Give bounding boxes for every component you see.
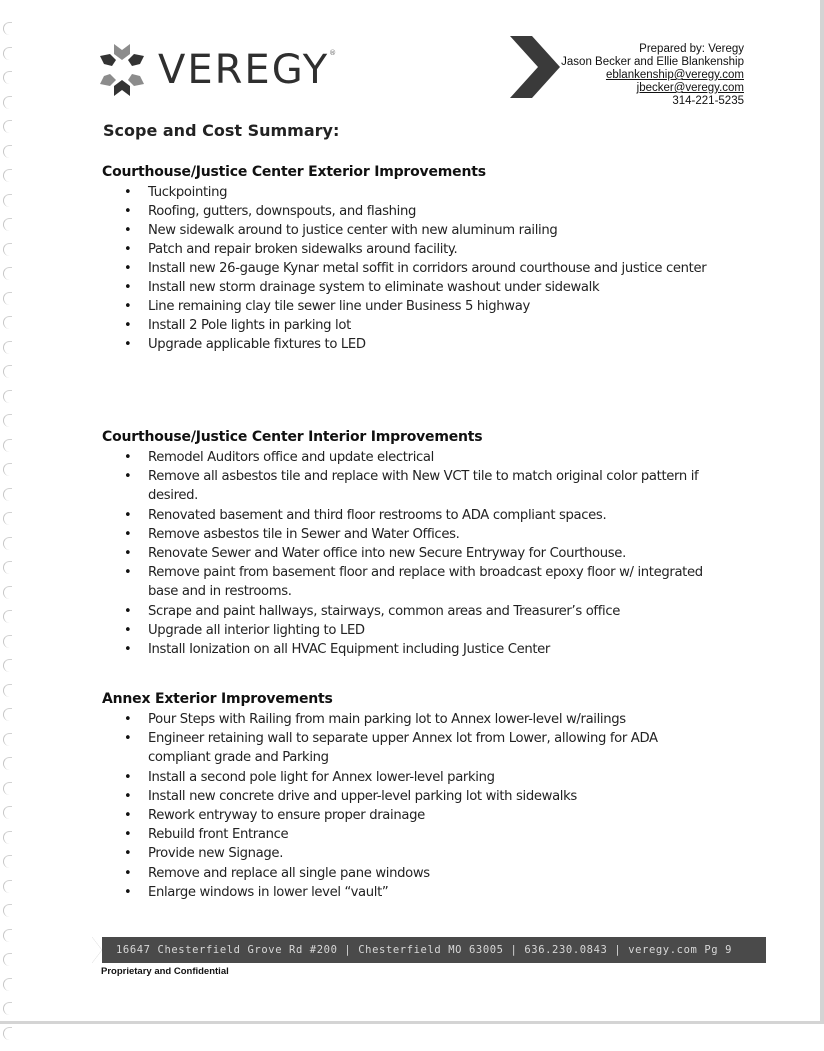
binder-ring-icon — [3, 218, 12, 231]
list-item: • Scrape and paint hallways, stairways, common areas and Treasurer’s office — [102, 602, 722, 621]
list-item: • Remove asbestos tile in Sewer and Water Offices. — [102, 525, 722, 544]
list-item: • Renovate Sewer and Water office into new Secure Entryway for Courthouse. — [102, 544, 722, 563]
list-item: • Roofing, gutters, downspouts, and flashing — [102, 202, 722, 221]
footer-chevron-notch — [92, 937, 102, 963]
binder-ring-icon — [3, 904, 12, 917]
chevron-arrow-icon — [510, 36, 560, 98]
binder-ring-icon — [3, 439, 12, 452]
list-item: • Line remaining clay tile sewer line under Business 5 highway — [102, 297, 722, 316]
bullet-list — [102, 448, 722, 659]
binder-ring-icon — [3, 880, 12, 893]
binder-ring-icon — [3, 365, 12, 378]
section-heading: Courthouse/Justice Center Interior Improvements — [102, 429, 483, 445]
binder-ring-icon — [3, 169, 12, 182]
list-item: • Rework entryway to ensure proper drainage — [102, 806, 722, 825]
list-item: • Remove all asbestos tile and replace with New VCT tile to match original color pattern if desired. — [102, 467, 722, 505]
page-edge-right — [820, 0, 824, 1024]
binder-ring-icon — [3, 145, 12, 158]
confidential-label: Proprietary and Confidential — [101, 966, 229, 977]
logo-wordmark: VEREGY® — [158, 47, 339, 93]
list-item: • Install 2 Pole lights in parking lot — [102, 316, 722, 335]
binder-ring-icon — [3, 292, 12, 305]
contact-phone: 314-221-5235 — [672, 95, 744, 107]
binder-ring-icon — [3, 929, 12, 942]
list-item: • Remodel Auditors office and update electrical — [102, 448, 722, 467]
binder-ring-icon — [3, 71, 12, 84]
binder-rings — [3, 22, 17, 1051]
binder-ring-icon — [3, 953, 12, 966]
binder-ring-icon — [3, 806, 12, 819]
bullet-list — [102, 183, 722, 354]
list-item: • Renovated basement and third floor restrooms to ADA compliant spaces. — [102, 506, 722, 525]
footer-address-bar: 16647 Chesterfield Grove Rd #200 | Chesterfield MO 63005 | 636.230.0843 | veregy.com Pg 9 — [92, 937, 766, 963]
binder-ring-icon — [3, 341, 12, 354]
section-heading: Annex Exterior Improvements — [102, 691, 333, 707]
binder-ring-icon — [3, 561, 12, 574]
binder-ring-icon — [3, 757, 12, 770]
page-title: Scope and Cost Summary: — [103, 121, 340, 140]
section-annex-exterior — [102, 690, 722, 902]
binder-ring-icon — [3, 635, 12, 648]
veregy-logo — [92, 40, 338, 100]
list-item: • Install new concrete drive and upper-level parking lot with sidewalks — [102, 787, 722, 806]
list-item: • Rebuild front Entrance — [102, 825, 722, 844]
binder-ring-icon — [3, 733, 12, 746]
binder-ring-icon — [3, 267, 12, 280]
binder-ring-icon — [3, 586, 12, 599]
list-item: • New sidewalk around to justice center with new aluminum railing — [102, 221, 722, 240]
binder-ring-icon — [3, 831, 12, 844]
list-item: • Install Ionization on all HVAC Equipment including Justice Center — [102, 640, 722, 659]
list-item: • Provide new Signage. — [102, 844, 722, 863]
contact-block — [561, 43, 744, 108]
binder-ring-icon — [3, 120, 12, 133]
list-item: • Engineer retaining wall to separate upper Annex lot from Lower, allowing for ADA compliant grade and Parking — [102, 729, 722, 767]
binder-ring-icon — [3, 1027, 12, 1040]
list-item: • Remove paint from basement floor and replace with broadcast epoxy floor w/ integrated base and in restrooms. — [102, 563, 722, 601]
list-item: • Tuckpointing — [102, 183, 722, 202]
binder-ring-icon — [3, 22, 12, 35]
list-item: • Pour Steps with Railing from main parking lot to Annex lower-level w/railings — [102, 710, 722, 729]
binder-ring-icon — [3, 47, 12, 60]
list-item: • Upgrade all interior lighting to LED — [102, 621, 722, 640]
binder-ring-icon — [3, 488, 12, 501]
binder-ring-icon — [3, 316, 12, 329]
veregy-star-icon — [92, 40, 152, 100]
binder-ring-icon — [3, 782, 12, 795]
binder-ring-icon — [3, 1002, 12, 1015]
binder-ring-icon — [3, 537, 12, 550]
binder-ring-icon — [3, 243, 12, 256]
email-link-becker[interactable]: jbecker@veregy.com — [636, 82, 744, 94]
binder-ring-icon — [3, 855, 12, 868]
email-link-blankenship[interactable]: eblankenship@veregy.com — [605, 69, 744, 81]
binder-ring-icon — [3, 978, 12, 991]
contact-names: Jason Becker and Ellie Blankenship — [561, 56, 744, 68]
list-item: • Upgrade applicable fixtures to LED — [102, 335, 722, 354]
list-item: • Remove and replace all single pane windows — [102, 864, 722, 883]
section-courthouse-exterior — [102, 163, 722, 354]
list-item: • Patch and repair broken sidewalks around facility. — [102, 240, 722, 259]
binder-ring-icon — [3, 463, 12, 476]
section-courthouse-interior — [102, 428, 722, 659]
prepared-by: Prepared by: Veregy — [639, 43, 744, 55]
binder-ring-icon — [3, 512, 12, 525]
binder-ring-icon — [3, 414, 12, 427]
list-item: • Install a second pole light for Annex lower-level parking — [102, 768, 722, 787]
binder-ring-icon — [3, 96, 12, 109]
binder-ring-icon — [3, 390, 12, 403]
binder-ring-icon — [3, 708, 12, 721]
list-item: • Install new storm drainage system to eliminate washout under sidewalk — [102, 278, 722, 297]
list-item: • Enlarge windows in lower level “vault” — [102, 883, 722, 902]
binder-ring-icon — [3, 610, 12, 623]
binder-ring-icon — [3, 194, 12, 207]
section-heading: Courthouse/Justice Center Exterior Improvements — [102, 164, 486, 180]
bullet-list — [102, 710, 722, 902]
binder-ring-icon — [3, 684, 12, 697]
binder-ring-icon — [3, 659, 12, 672]
list-item: • Install new 26-gauge Kynar metal soffit in corridors around courthouse and justice center — [102, 259, 722, 278]
